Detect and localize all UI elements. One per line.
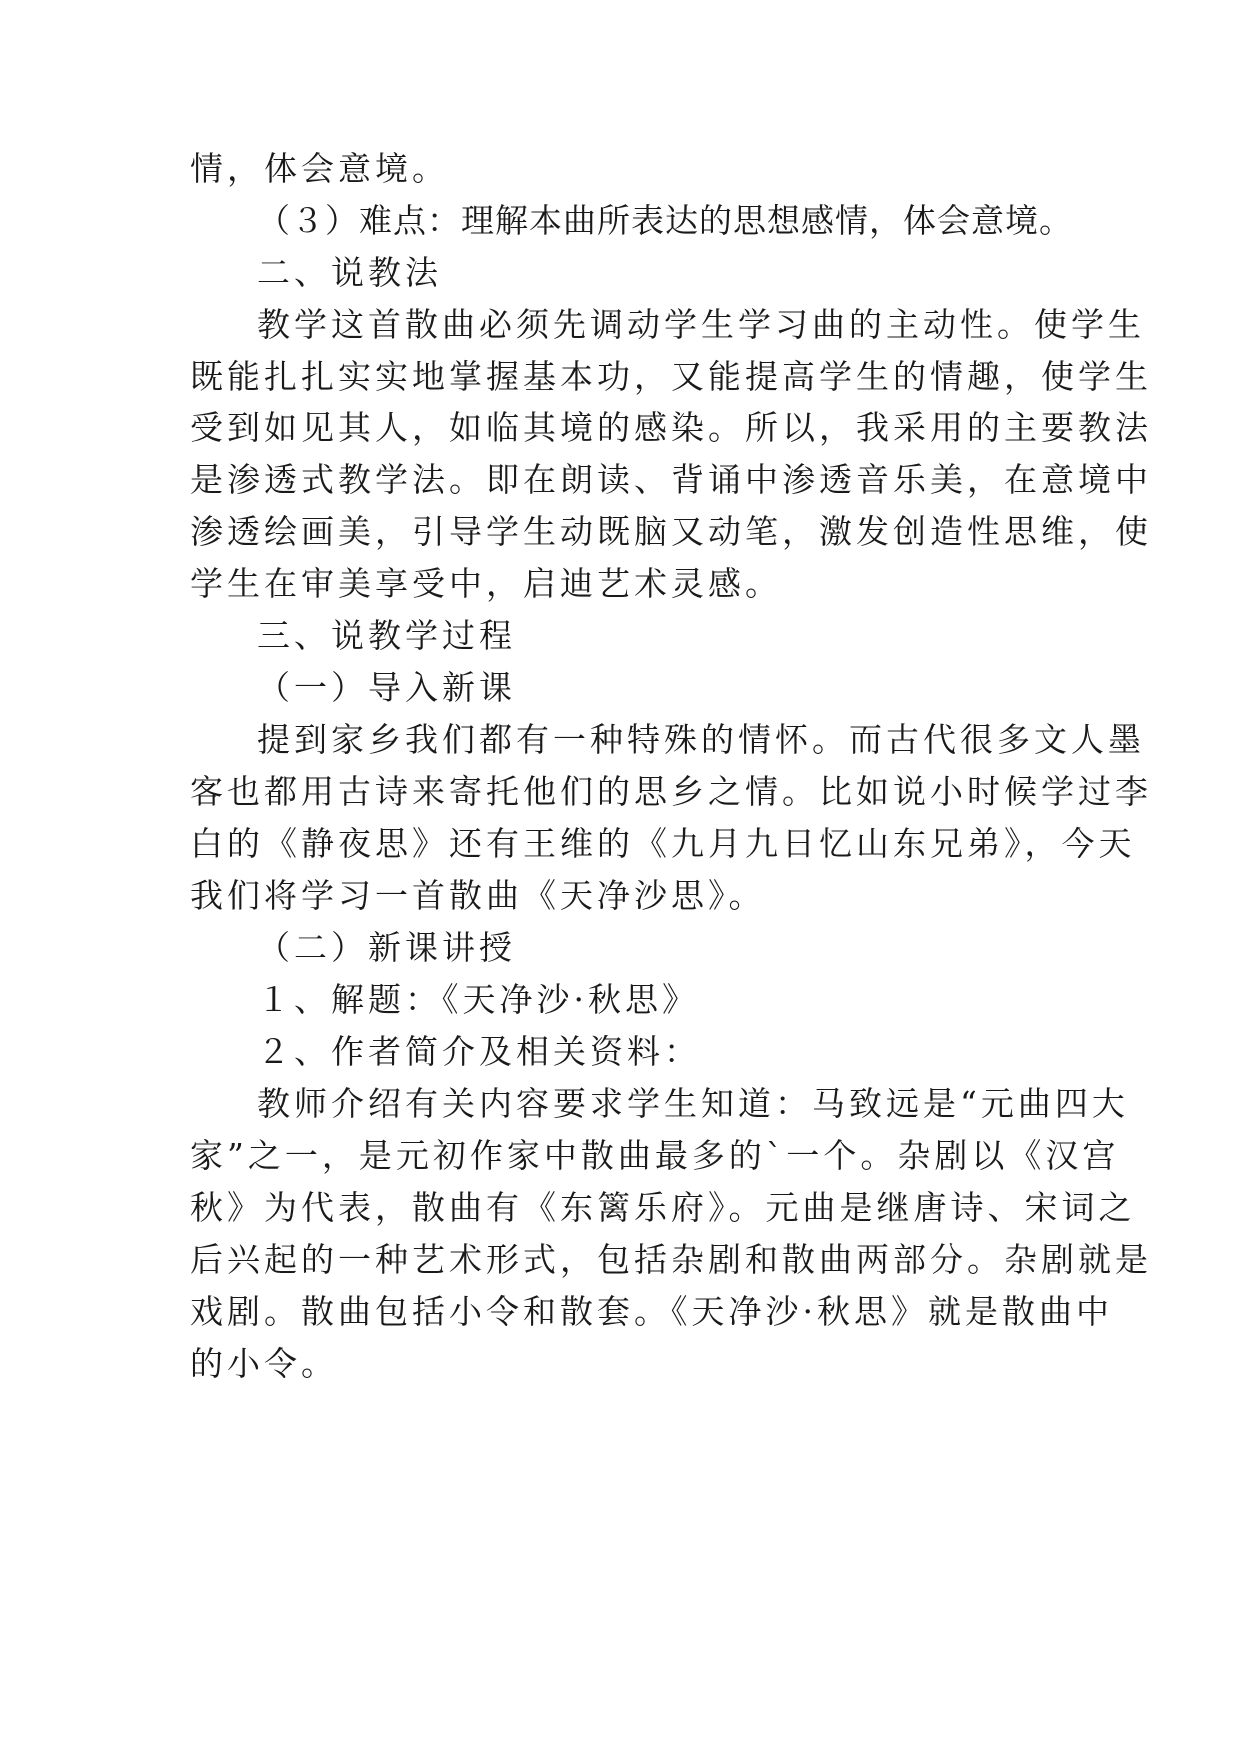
paragraph-line: 情，体会意境。	[190, 149, 449, 188]
subsection-heading: （一）导入新课	[257, 668, 516, 707]
section-heading: 二、说教法	[257, 253, 442, 292]
paragraph-line: 后兴起的一种艺术形式，包括杂剧和散曲两部分。杂剧就是	[190, 1240, 1152, 1279]
paragraph-line: 提到家乡我们都有一种特殊的情怀。而古代很多文人墨	[257, 720, 1145, 759]
paragraph-line: 是渗透式教学法。即在朗读、背诵中渗透音乐美，在意境中	[190, 460, 1152, 499]
paragraph-line: 白的《静夜思》还有王维的《九月九日忆山东兄弟》，今天	[190, 824, 1136, 863]
section-heading: 三、说教学过程	[257, 616, 516, 655]
paragraph-line: 客也都用古诗来寄托他们的思乡之情。比如说小时候学过李	[190, 772, 1152, 811]
paragraph-line: 学生在审美享受中，启迪艺术灵感。	[190, 564, 782, 603]
subsection-heading: （二）新课讲授	[257, 928, 516, 967]
paragraph-line: 我们将学习一首散曲《天净沙思》。	[190, 876, 766, 915]
paragraph-line: 渗透绘画美，引导学生动既脑又动笔，激发创造性思维，使	[190, 512, 1152, 551]
paragraph-line: 戏剧。散曲包括小令和散套。《天净沙·秋思》就是散曲中	[190, 1292, 1113, 1331]
paragraph-line: 秋》为代表，散曲有《东篱乐府》。元曲是继唐诗、宋词之	[190, 1188, 1136, 1227]
paragraph-line: 教师介绍有关内容要求学生知道：马致远是“元曲四大	[257, 1084, 1129, 1123]
difficulty-point-line: （３）难点：理解本曲所表达的思想感情，体会意境。	[257, 201, 1073, 240]
paragraph-line: 家”之一，是元初作家中散曲最多的`一个。杂剧以《汉宫	[190, 1136, 1120, 1175]
paragraph-line: 受到如见其人，如临其境的感染。所以，我采用的主要教法	[190, 408, 1152, 447]
list-item: ２、作者简介及相关资料：	[257, 1032, 701, 1071]
paragraph-line: 的小令。	[190, 1344, 338, 1383]
paragraph-line: 既能扎扎实实地掌握基本功，又能提高学生的情趣，使学生	[190, 357, 1152, 396]
list-item: １、解题：《天净沙·秋思》	[257, 980, 699, 1019]
paragraph-line: 教学这首散曲必须先调动学生学习曲的主动性。使学生	[257, 305, 1145, 344]
